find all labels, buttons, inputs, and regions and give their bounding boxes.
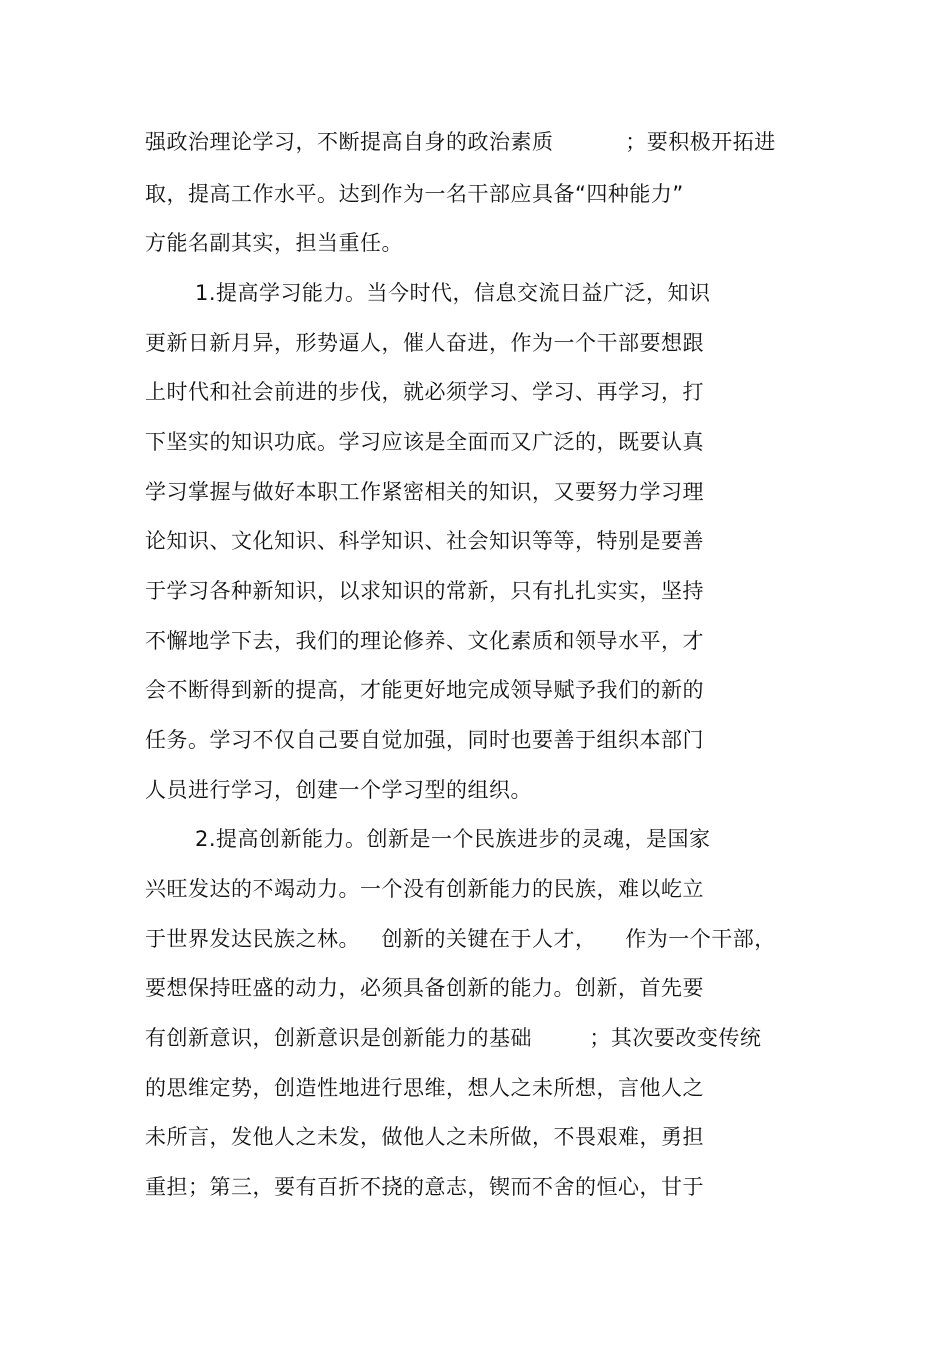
text-line: 于学习各种新知识，以求知识的常新，只有扎扎实实，坚持 [145, 579, 704, 603]
text-line: 未所言，发他人之未发，做他人之未所做，不畏艰难，勇担 [145, 1125, 704, 1149]
text-line: 于世界发达民族之林。 创新的关键在于人才， 作为一个干部， [145, 927, 776, 951]
text-line: 方能名副其实，担当重任。 [145, 231, 403, 255]
text-line: 学习掌握与做好本职工作紧密相关的知识，又要努力学习理 [145, 480, 704, 504]
text-line: 会不断得到新的提高，才能更好地完成领导赋予我们的新的 [145, 678, 704, 702]
text-line: 取，提高工作水平。达到作为一名干部应具备“四种能力” [145, 182, 684, 206]
paragraph-heading-line: 1.提高学习能力。当今时代，信息交流日益广泛，知识 [195, 281, 711, 305]
text-line: 重担；第三，要有百折不挠的意志，锲而不舍的恒心，甘于 [145, 1175, 704, 1199]
text-line: 的思维定势，创造性地进行思维，想人之未所想，言他人之 [145, 1076, 704, 1100]
text-line: 不懈地学下去，我们的理论修养、文化素质和领导水平，才 [145, 629, 704, 653]
paragraph-heading-line: 2.提高创新能力。创新是一个民族进步的灵魂，是国家 [195, 827, 711, 851]
text-line: 兴旺发达的不竭动力。一个没有创新能力的民族，难以屹立 [145, 877, 704, 901]
text-line: 论知识、文化知识、科学知识、社会知识等等，特别是要善 [145, 529, 704, 553]
text-line: 上时代和社会前进的步伐，就必须学习、学习、再学习，打 [145, 380, 704, 404]
text-line: 下坚实的知识功底。学习应该是全面而又广泛的，既要认真 [145, 430, 704, 454]
text-line: 任务。学习不仅自己要自觉加强，同时也要善于组织本部门 [145, 728, 704, 752]
text-line: 人员进行学习，创建一个学习型的组织。 [145, 778, 532, 802]
text-line: 有创新意识，创新意识是创新能力的基础 ；其次要改变传统 [145, 1026, 762, 1050]
text-line: 强政治理论学习，不断提高自身的政治素质 ；要积极开拓进 [145, 130, 776, 154]
text-line: 更新日新月异，形势逼人，催人奋进，作为一个干部要想跟 [145, 331, 704, 355]
text-line: 要想保持旺盛的动力，必须具备创新的能力。创新，首先要 [145, 976, 704, 1000]
